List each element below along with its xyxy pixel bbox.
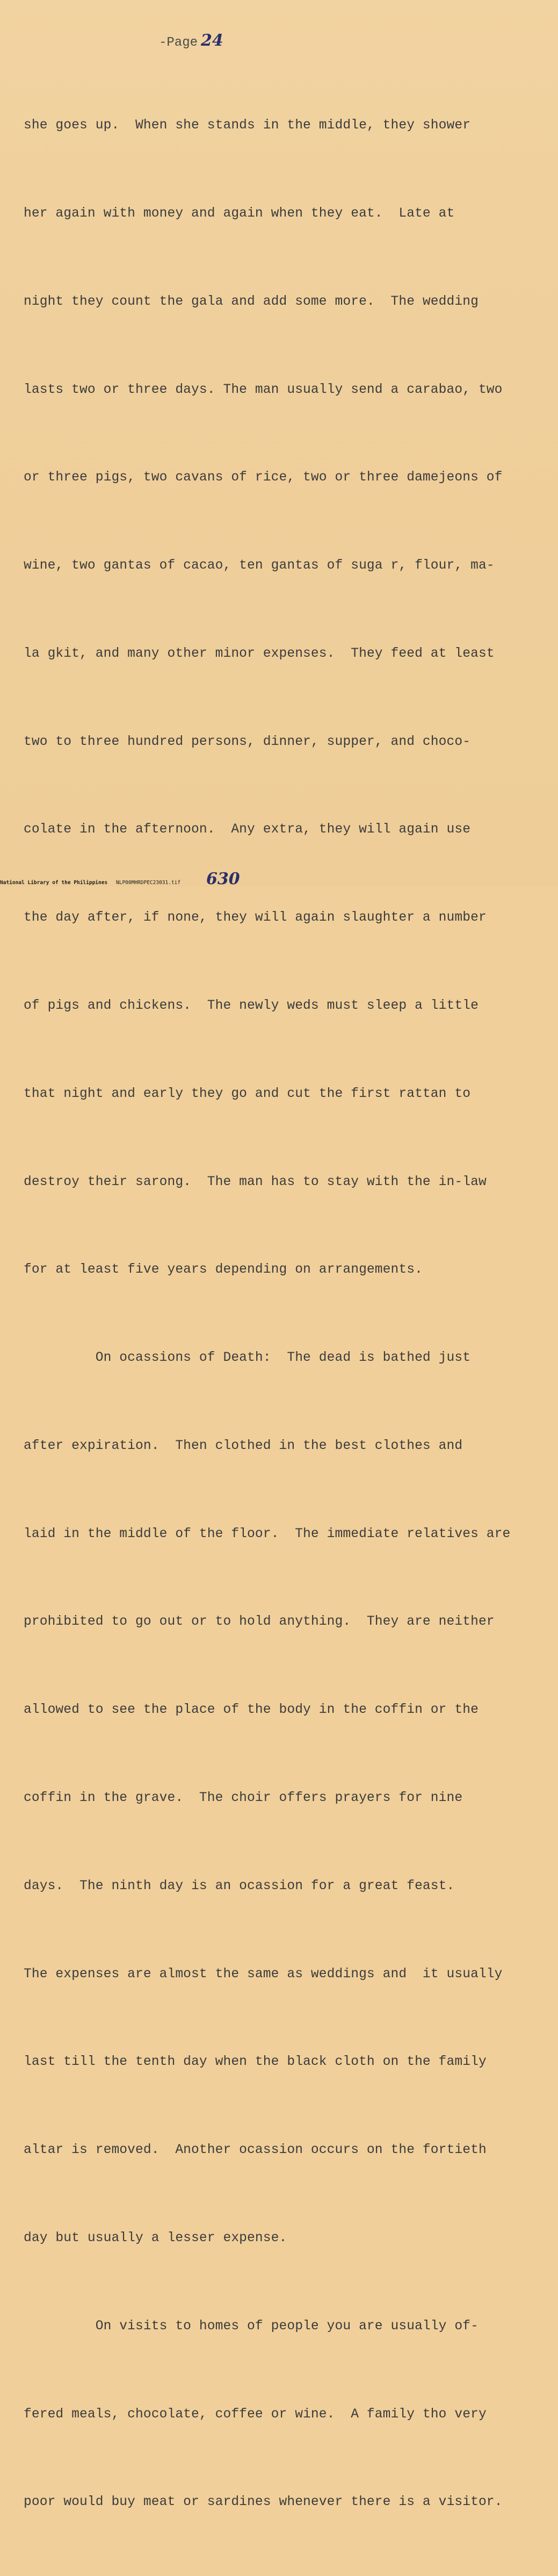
text-line: of pigs and chickens. The newly weds must sleep a little <box>24 999 479 1013</box>
text-line: poor would buy meat or sardines whenever there is a visitor. <box>24 2495 503 2510</box>
text-line: night they count the gala and add some more. The wedding <box>24 294 479 309</box>
text-line: colate in the afternoon. Any extra, they will again use <box>24 822 471 837</box>
text-line: her again with money and again when they eat. Late at <box>24 206 455 221</box>
paragraph-start-line: On ocassions of Death: The dead is bathed just <box>24 1351 471 1366</box>
text-line: for at least five years depending on arrangements. <box>24 1262 423 1278</box>
text-line: two to three hundred persons, dinner, supper, and choco- <box>24 734 471 749</box>
text-line: altar is removed. Another ocassion occurs on the fortieth <box>24 2143 487 2158</box>
footer-handwritten-number: 630 <box>206 870 240 888</box>
page-header <box>159 31 223 50</box>
text-line: laid in the middle of the floor. The immediate relatives are <box>24 1526 511 1541</box>
text-line: allowed to see the place of the body in the coffin or the <box>24 1703 479 1718</box>
body-text <box>24 53 558 2576</box>
text-line: coffin in the grave. The choir offers prayers for nine <box>24 1791 463 1806</box>
text-line: prohibited to go out or to hold anything. They are neither <box>24 1615 495 1630</box>
text-line: days. The ninth day is an ocassion for a great feast. <box>24 1878 455 1893</box>
text-line: day but usually a lesser expense. <box>24 2230 287 2245</box>
paragraph-start-line: On visits to homes of people you are usually of- <box>24 2319 479 2334</box>
text-line: or three pigs, two cavans of rice, two or three damejeons of <box>24 470 503 485</box>
text-line: that night and early they go and cut the first rattan to <box>24 1086 471 1101</box>
text-line: the day after, if none, they will again slaughter a number <box>24 910 487 925</box>
text-line: last till the tenth day when the black cloth on the family <box>24 2055 487 2070</box>
text-line: after expiration. Then clothed in the best clothes and <box>24 1438 463 1453</box>
page-number: 24 <box>201 31 223 50</box>
footer-library-name: National Library of the Philippines <box>0 880 108 886</box>
text-line: she goes up. When she stands in the middle, they shower <box>24 118 471 133</box>
text-line: la gkit, and many other minor expenses. They feed at least <box>24 646 495 661</box>
text-line: fered meals, chocolate, coffee or wine. A family tho very <box>24 2407 487 2422</box>
text-line: lasts two or three days. The man usually send a carabao, two <box>24 382 503 397</box>
page-label: -Page <box>159 35 198 50</box>
text-line: wine, two gantas of cacao, ten gantas of suga r, flour, ma- <box>24 558 495 573</box>
text-line: The expenses are almost the same as weddings and it usually <box>24 1967 503 1982</box>
text-line: destroy their sarong. The man has to stay with the in-law <box>24 1174 487 1189</box>
footer-file-id: NLP00MHRDPEC23031.tif <box>116 880 181 886</box>
